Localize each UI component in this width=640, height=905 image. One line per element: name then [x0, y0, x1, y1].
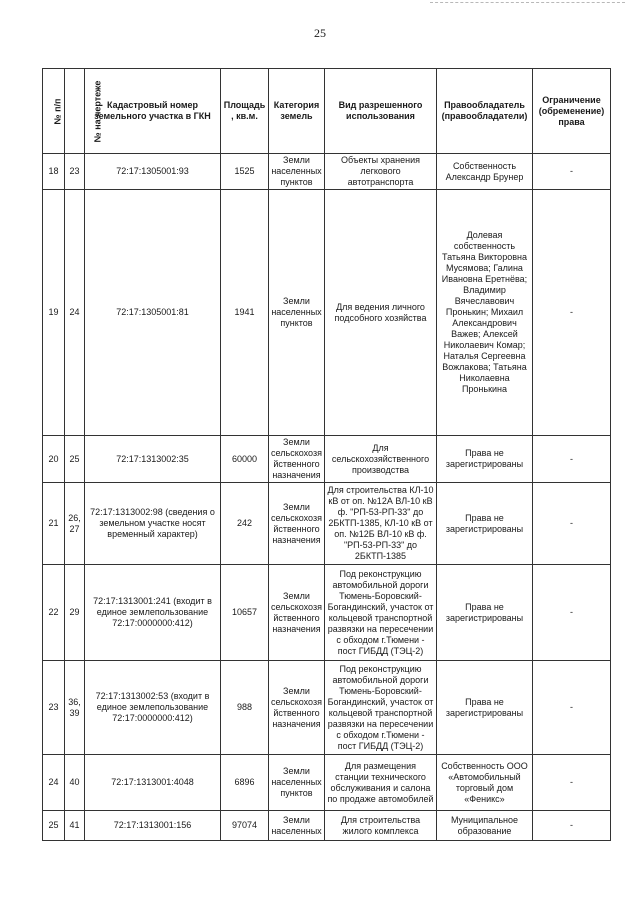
cell-use: Для сельскохозяйственного производства [325, 436, 437, 483]
cell-limit: - [533, 755, 611, 811]
cell-category: Земли населенных пунктов [269, 755, 325, 811]
cell-category: Земли сельскохозяйственного назначения [269, 483, 325, 565]
cell-num: 19 [43, 190, 65, 436]
cell-owner: Долевая собственность Татьяна Викторовна Мусямова; Галина Ивановна Еретнёва; Владимир Вячеславович Пронькин; Михаил Александрович Важев; Алексей Николаевич Комар; Наталья Сергеевна Вожлакова; Татьяна Николаевна Пронькина [437, 190, 533, 436]
header-limit: Ограничение (обременение) права [533, 69, 611, 154]
header-use: Вид разрешенного использования [325, 69, 437, 154]
cell-drawing: 41 [65, 811, 85, 841]
cell-num: 23 [43, 661, 65, 755]
cell-drawing: 24 [65, 190, 85, 436]
header-category: Категория земель [269, 69, 325, 154]
table-row [43, 436, 611, 483]
cell-limit: - [533, 436, 611, 483]
cell-owner: Собственность ООО «Автомобильный торговый дом «Феникс» [437, 755, 533, 811]
cell-cadastral: 72:17:1313001:241 (входит в единое землепользование 72:17:0000000:412) [85, 565, 221, 661]
cell-cadastral: 72:17:1313001:4048 [85, 755, 221, 811]
cell-area: 242 [221, 483, 269, 565]
cell-drawing: 29 [65, 565, 85, 661]
cell-drawing: 40 [65, 755, 85, 811]
cell-num: 25 [43, 811, 65, 841]
table-row [43, 755, 611, 811]
cell-limit: - [533, 483, 611, 565]
cell-category: Земли сельскохозяйственного назначения [269, 436, 325, 483]
cell-category: Земли населенных пунктов [269, 154, 325, 190]
table-row [43, 483, 611, 565]
cell-num: 24 [43, 755, 65, 811]
cell-owner: Муниципальное образование [437, 811, 533, 841]
cell-category: Земли сельскохозяйственного назначения [269, 565, 325, 661]
cell-category: Земли сельскохозяйственного назначения [269, 661, 325, 755]
cell-cadastral: 72:17:1313002:53 (входит в единое землепользование 72:17:0000000:412) [85, 661, 221, 755]
header-drawing: № на чертеже [65, 69, 85, 154]
cell-cadastral: 72:17:1305001:93 [85, 154, 221, 190]
cell-num: 21 [43, 483, 65, 565]
header-area: Площадь, кв.м. [221, 69, 269, 154]
cell-use: Для ведения личного подсобного хозяйства [325, 190, 437, 436]
cell-owner: Права не зарегистрированы [437, 436, 533, 483]
cell-area: 1941 [221, 190, 269, 436]
cell-category: Земли населенных пунктов [269, 190, 325, 436]
cell-owner: Собственность Александр Брунер [437, 154, 533, 190]
header-cadastral: Кадастровый номер земельного участка в ГКН [85, 69, 221, 154]
cell-drawing: 25 [65, 436, 85, 483]
cell-category: Земли населенных [269, 811, 325, 841]
cell-owner: Права не зарегистрированы [437, 483, 533, 565]
cell-area: 10657 [221, 565, 269, 661]
cell-limit: - [533, 565, 611, 661]
table-row [43, 661, 611, 755]
header-num: № п/п [43, 69, 65, 154]
cell-use: Для строительства жилого комплекса [325, 811, 437, 841]
cell-use: Под реконструкцию автомобильной дороги Тюмень-Боровский-Богандинский, участок от кольцевой транспортной развязки на пересечении с обходом г.Тюмени - пост ГИБДД (ТЭЦ-2) [325, 565, 437, 661]
cell-area: 97074 [221, 811, 269, 841]
page-number: 25 [314, 26, 326, 40]
cell-use: Для строительства КЛ-10 кВ от оп. №12А ВЛ-10 кВ ф. "РП-53-РП-33" до 2БКТП-1385, КЛ-10 кВ от оп. №12Б ВЛ-10 кВ ф. "РП-53-РП-33" до 2БКТП-1385 [325, 483, 437, 565]
cell-drawing: 36, 39 [65, 661, 85, 755]
cell-num: 20 [43, 436, 65, 483]
cell-limit: - [533, 190, 611, 436]
cell-area: 1525 [221, 154, 269, 190]
cell-use: Объекты хранения легкового автотранспорта [325, 154, 437, 190]
cell-limit: - [533, 811, 611, 841]
cell-owner: Права не зарегистрированы [437, 661, 533, 755]
cell-num: 18 [43, 154, 65, 190]
cell-cadastral: 72:17:1313002:98 (сведения о земельном участке носят временный характер) [85, 483, 221, 565]
header-owner: Правообладатель (правообладатели) [437, 69, 533, 154]
cell-cadastral: 72:17:1313002:35 [85, 436, 221, 483]
cell-area: 60000 [221, 436, 269, 483]
cell-owner: Права не зарегистрированы [437, 565, 533, 661]
land-registry-table [42, 68, 611, 841]
cell-drawing: 23 [65, 154, 85, 190]
cell-cadastral: 72:17:1313001:156 [85, 811, 221, 841]
table-row [43, 154, 611, 190]
cell-drawing: 26, 27 [65, 483, 85, 565]
cell-num: 22 [43, 565, 65, 661]
table-header-row [43, 69, 611, 154]
cell-use: Под реконструкцию автомобильной дороги Тюмень-Боровский-Богандинский, участок от кольцевой транспортной развязки на пересечении с обходом г.Тюмени - пост ГИБДД (ТЭЦ-2) [325, 661, 437, 755]
scan-artifact-line [430, 2, 625, 4]
cell-limit: - [533, 154, 611, 190]
cell-cadastral: 72:17:1305001:81 [85, 190, 221, 436]
table-row [43, 190, 611, 436]
cell-area: 988 [221, 661, 269, 755]
cell-limit: - [533, 661, 611, 755]
cell-use: Для размещения станции технического обслуживания и салона по продаже автомобилей [325, 755, 437, 811]
cell-area: 6896 [221, 755, 269, 811]
table-row [43, 811, 611, 841]
table-row [43, 565, 611, 661]
